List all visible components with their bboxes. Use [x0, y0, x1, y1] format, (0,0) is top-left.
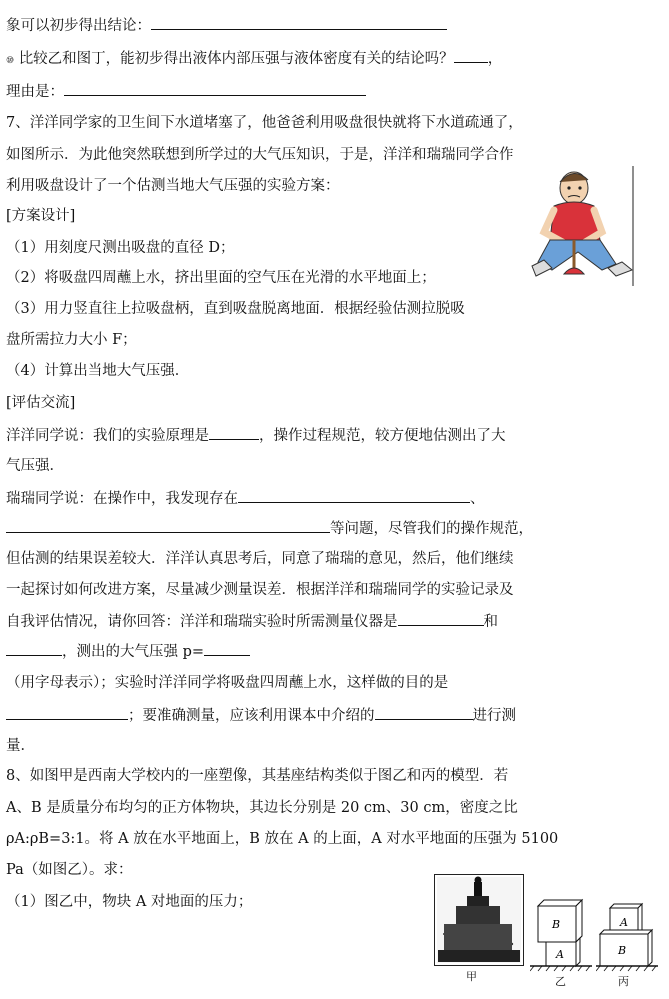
text: 比较乙和图丁，能初步得出液体内部压强与液体密度有关的结论吗？ [18, 51, 454, 67]
eval-line-6: 一起探讨如何改进方案，尽量减少测量误差．根据洋洋和瑞瑞同学的实验记录及 [6, 582, 514, 598]
q8-line-4: Pa（如图乙）。求： [6, 862, 133, 878]
figure-caption-bing: 丙 [618, 975, 629, 988]
statue-photo [434, 874, 524, 966]
eval-line-7 [6, 611, 498, 632]
answer-blank[interactable] [209, 425, 259, 440]
plan-heading: [方案设计] [6, 208, 76, 224]
block-stack-yi [530, 896, 592, 972]
answer-blank[interactable] [238, 488, 470, 503]
step-3a: （3）用力竖直往上拉吸盘柄，直到吸盘脱离地面．根据经验估测拉脱吸 [6, 301, 465, 317]
answer-blank[interactable] [6, 641, 62, 656]
eval-heading: [评估交流] [6, 395, 76, 411]
eval-line-5: 但估测的结果误差较大．洋洋认真思考后，同意了瑞瑞的意见，然后，他们继续 [6, 551, 514, 567]
step-3b: 盘所需拉力大小 F； [6, 332, 137, 348]
eval-line-8 [6, 641, 250, 662]
text: ， [487, 51, 503, 67]
text: 瑞瑞同学说：在操作中，我发现存在 [6, 491, 238, 507]
eval-line-10 [6, 705, 516, 726]
text: 象可以初步得出结论： [6, 18, 151, 34]
figure-caption-yi: 乙 [555, 975, 566, 988]
text: ；要准确测量，应该利用课本中介绍的 [128, 708, 375, 724]
text: 洋洋同学说：我们的实验原理是 [6, 428, 209, 444]
plunger-boy-illustration [530, 166, 636, 288]
answer-blank[interactable] [6, 705, 128, 720]
text: 、 [470, 491, 485, 507]
text: ，操作过程规范，较方便地估测出了大 [259, 428, 506, 444]
answer-blank[interactable] [64, 81, 366, 96]
eval-line-2: 气压强． [6, 458, 64, 474]
text: ，测出的大气压强 p= [62, 644, 205, 660]
answer-blank[interactable] [398, 611, 484, 626]
answer-blank[interactable] [204, 641, 250, 656]
eval-line-3 [6, 488, 485, 509]
answer-blank[interactable] [375, 705, 473, 720]
text: 进行测 [472, 708, 516, 724]
block-stack-bing [596, 896, 658, 972]
eval-line-1 [6, 425, 506, 446]
step-1: （1）用刻度尺测出吸盘的直径 D； [6, 240, 235, 256]
q8-line-5: （1）图乙中，物块 A 对地面的压力； [6, 894, 253, 910]
line-2 [6, 48, 502, 71]
circled-number-10: ⑩ [6, 56, 15, 66]
eval-line-11: 量． [6, 738, 35, 754]
text: 自我评估情况，请你回答：洋洋和瑞瑞实验时所需测量仪器是 [6, 614, 398, 630]
label-A: A [556, 948, 564, 961]
eval-line-4 [6, 518, 533, 539]
step-4: （4）计算出当地大气压强． [6, 363, 190, 379]
line-3 [6, 81, 366, 102]
text: 和 [483, 614, 498, 630]
q7-line-2: 如图所示．为此他突然联想到所学过的大气压知识，于是，洋洋和瑞瑞同学合作 [6, 147, 514, 163]
q8-line-2: A、B 是质量分布均匀的正方体物块，其边长分别是 20 cm、30 cm，密度之比 [6, 800, 518, 816]
answer-blank[interactable] [454, 48, 488, 63]
line-1 [6, 15, 447, 36]
figure-caption-jia: 甲 [466, 970, 477, 983]
label-B: B [618, 944, 627, 957]
text: 等问题，尽管我们的操作规范， [330, 521, 533, 537]
answer-blank[interactable] [151, 15, 447, 30]
step-2: （2）将吸盘四周蘸上水，挤出里面的空气压在光滑的水平地面上； [6, 270, 436, 286]
q8-line-1: 8、如图甲是西南大学校内的一座塑像，其基座结构类似于图乙和丙的模型．若 [6, 768, 509, 784]
answer-blank[interactable] [6, 518, 330, 533]
eval-line-9: （用字母表示）；实验时洋洋同学将吸盘四周蘸上水，这样做的目的是 [6, 675, 449, 691]
label-B: B [552, 918, 561, 931]
text: 理由是： [6, 84, 64, 100]
q8-line-3: ρA:ρB=3:1。将 A 放在水平地面上，B 放在 A 的上面，A 对水平地面的压强为 5100 [6, 831, 559, 847]
q7-line-3: 利用吸盘设计了一个估测当地大气压强的实验方案： [6, 178, 340, 194]
q7-line-1: 7、洋洋同学家的卫生间下水道堵塞了，他爸爸利用吸盘很快就将下水道疏通了， [6, 115, 523, 131]
label-A: A [620, 916, 628, 929]
